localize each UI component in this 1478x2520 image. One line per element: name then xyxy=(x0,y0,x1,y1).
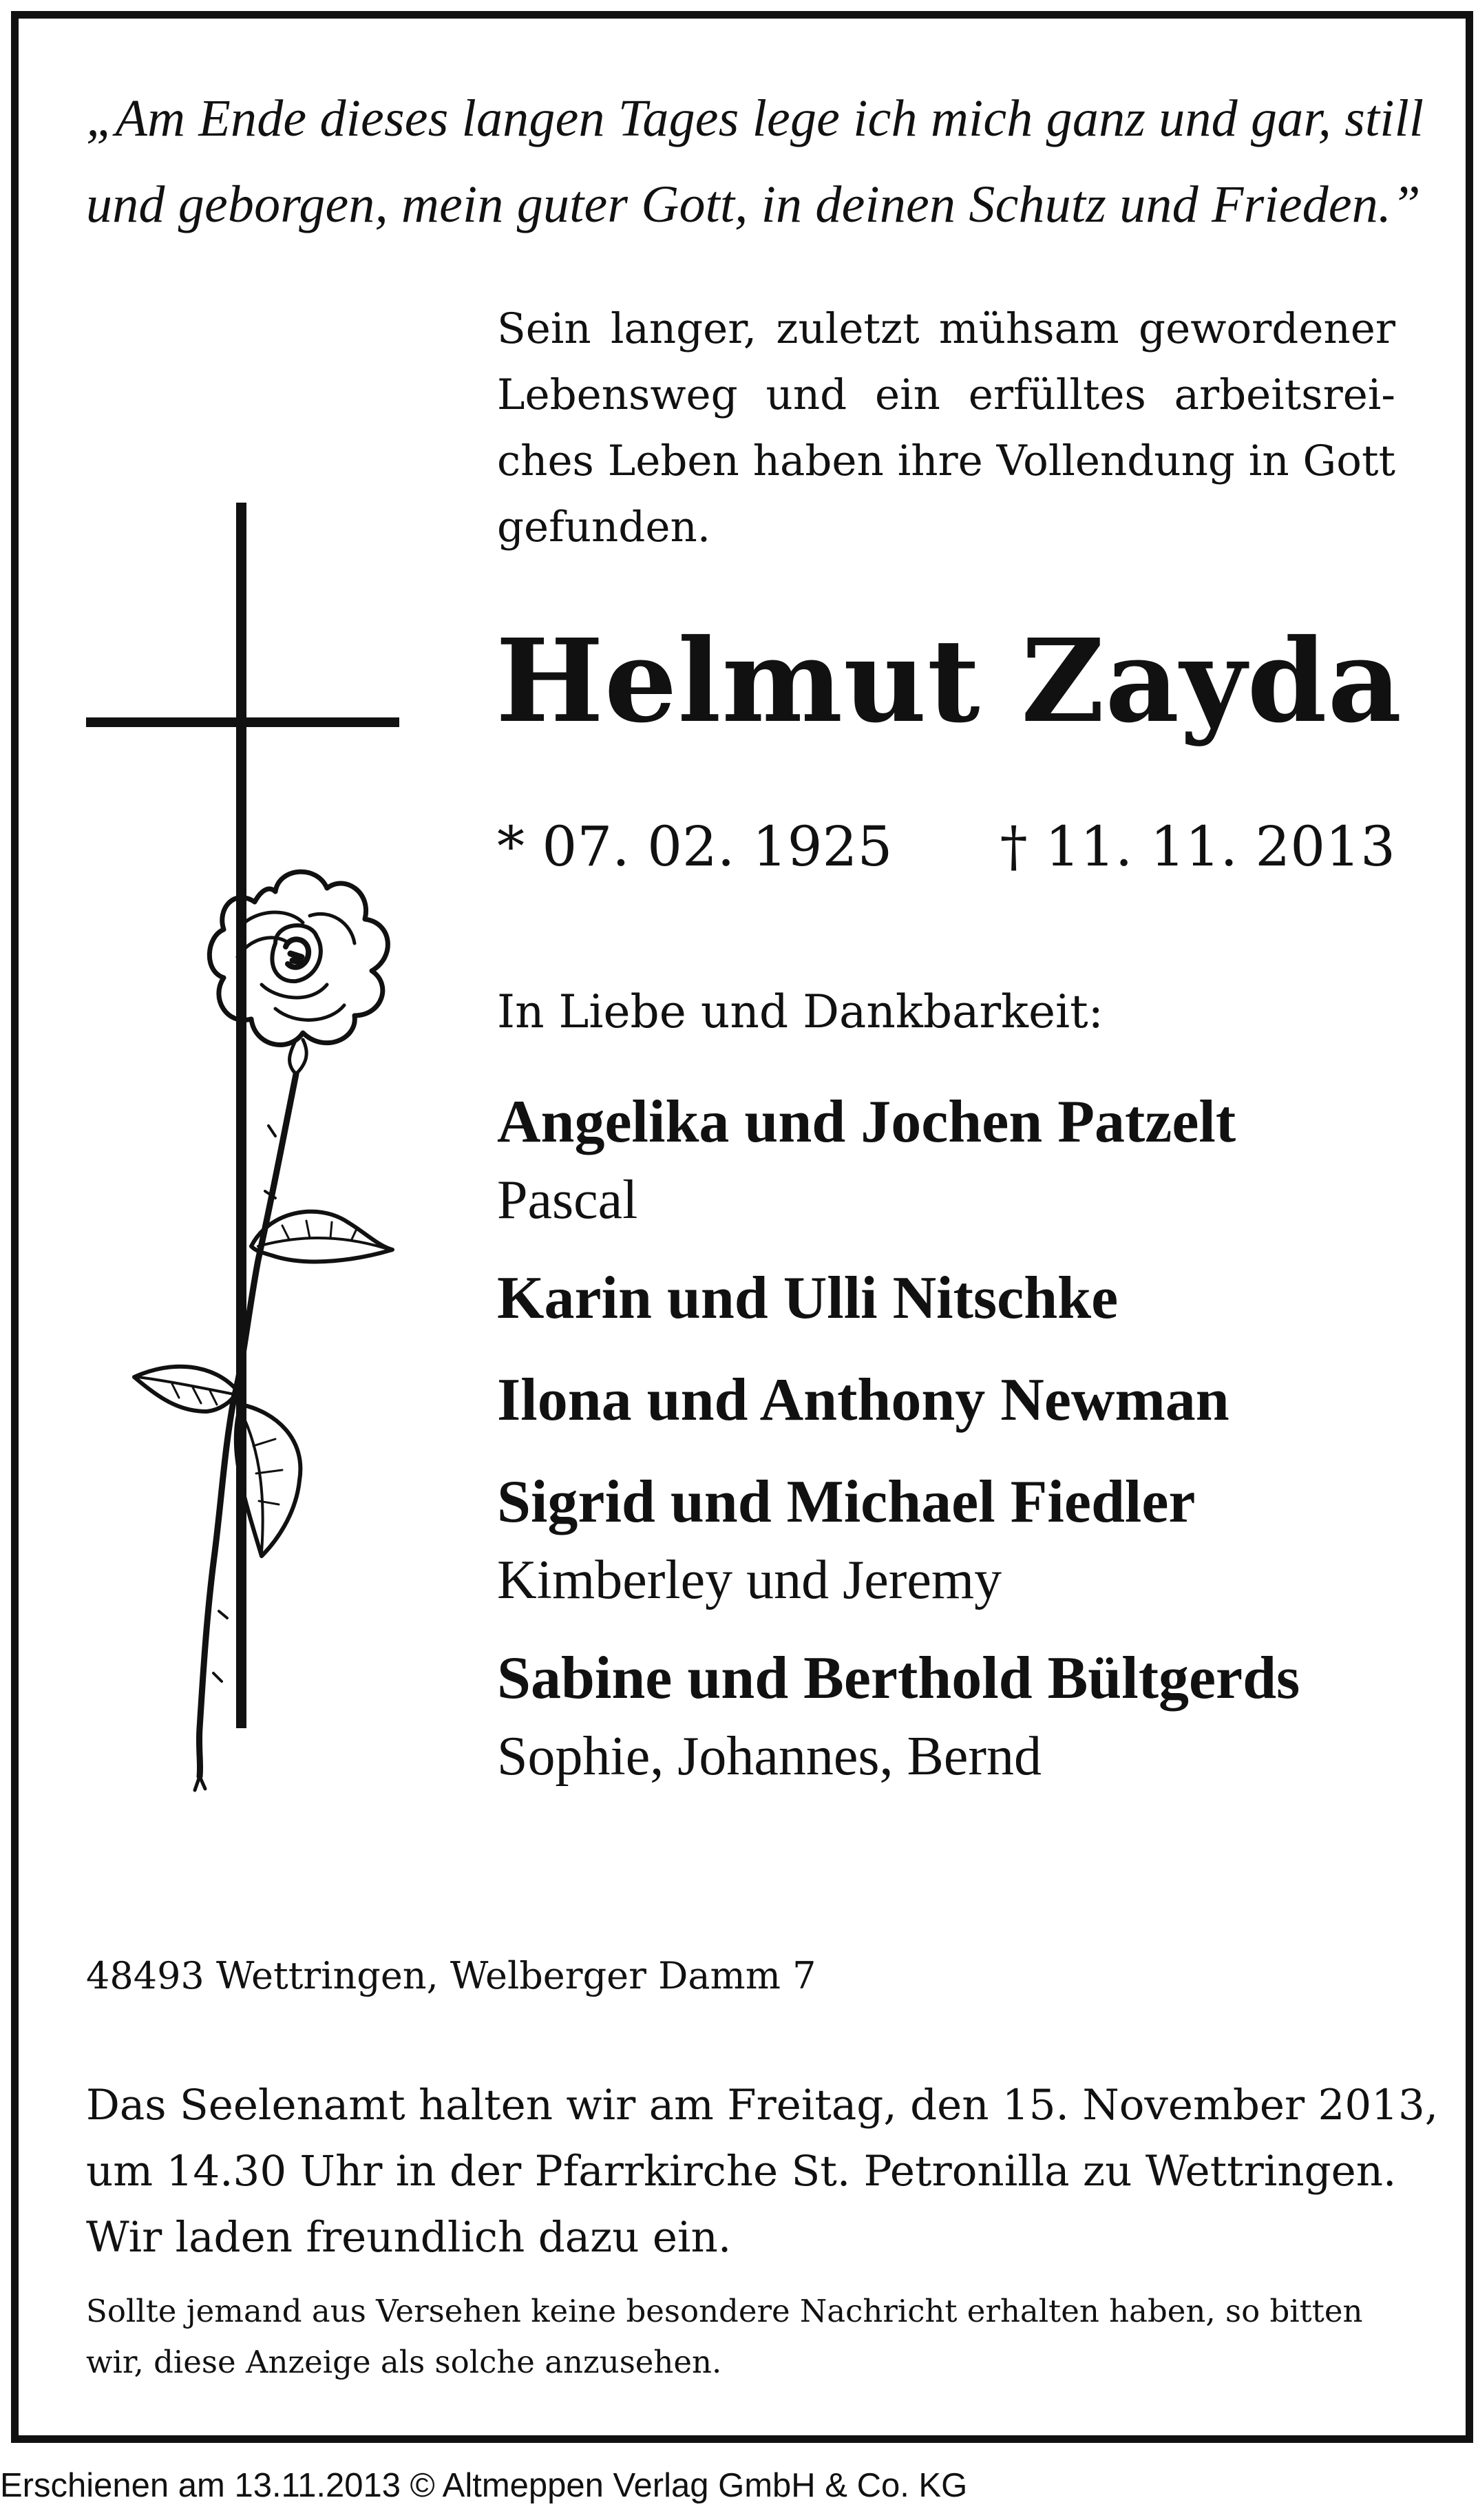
mourner-couple: Sabine und Berthold Bültgerds xyxy=(497,1645,1300,1712)
service-line-1: Das Seelenamt halten wir am Freitag, den 15. November 2013, xyxy=(86,2081,1439,2130)
mourner-couple: Karin und Ulli Nitschke xyxy=(497,1265,1119,1332)
deceased-name: Helmut Zayda xyxy=(496,614,1403,748)
mourner-group xyxy=(497,1084,1433,1235)
rose-icon xyxy=(134,872,392,1790)
intro-line-3: ches Leben haben ihre Vollendung in Gott xyxy=(497,437,1395,485)
intro-line-1: Sein langer, zuletzt mühsam gewordener xyxy=(497,304,1395,353)
motto-line-2: und geborgen, mein guter Gott, in deinen Schutz und Frieden.” xyxy=(86,176,1421,233)
intro-line-4: gefunden. xyxy=(497,503,711,552)
thanks-line: In Liebe und Dankbarkeit: xyxy=(497,985,1104,1038)
motto-quote xyxy=(86,76,1424,248)
intro-text xyxy=(497,296,1395,560)
birth-date: * 07. 02. 1925 xyxy=(497,815,893,879)
mourner-group xyxy=(497,1641,1433,1791)
mourner-couple: Ilona und Anthony Newman xyxy=(497,1367,1229,1434)
notice-line-1: Sollte jemand aus Versehen keine besondere Nachricht erhalten haben, so bitten xyxy=(86,2293,1363,2329)
mourner-children: Sophie, Johannes, Bernd xyxy=(497,1726,1042,1787)
intro-line-2: Lebensweg und ein erfülltes arbeitsrei- xyxy=(497,370,1395,419)
death-date: † 11. 11. 2013 xyxy=(1000,815,1395,879)
mourners-list xyxy=(497,1084,1433,1817)
service-line-3: Wir laden freundlich dazu ein. xyxy=(86,2213,732,2262)
cross-and-rose-illustration xyxy=(69,503,427,1845)
mourner-group xyxy=(497,1464,1433,1615)
mourner-group xyxy=(497,1363,1433,1438)
mourner-couple: Angelika und Jochen Patzelt xyxy=(497,1089,1236,1155)
family-address: 48493 Wettringen, Welberger Damm 7 xyxy=(86,1954,816,1997)
mourner-children: Kimberley und Jeremy xyxy=(497,1550,1002,1610)
service-announcement xyxy=(86,2072,1439,2271)
publication-footer: Erschienen am 13.11.2013 © Altmeppen Verlag GmbH & Co. KG xyxy=(0,2467,968,2504)
mourner-children: Pascal xyxy=(497,1170,638,1230)
cross-icon xyxy=(86,503,399,1728)
notice-line-2: wir, diese Anzeige als solche anzusehen. xyxy=(86,2344,722,2380)
mourner-group xyxy=(497,1261,1433,1336)
mourner-couple: Sigrid und Michael Fiedler xyxy=(497,1469,1196,1535)
service-line-2: um 14.30 Uhr in der Pfarrkirche St. Petronilla zu Wettringen. xyxy=(86,2147,1397,2196)
notice-text xyxy=(86,2286,1394,2388)
motto-line-1: „Am Ende dieses langen Tages lege ich mich ganz und gar, still xyxy=(86,90,1424,147)
